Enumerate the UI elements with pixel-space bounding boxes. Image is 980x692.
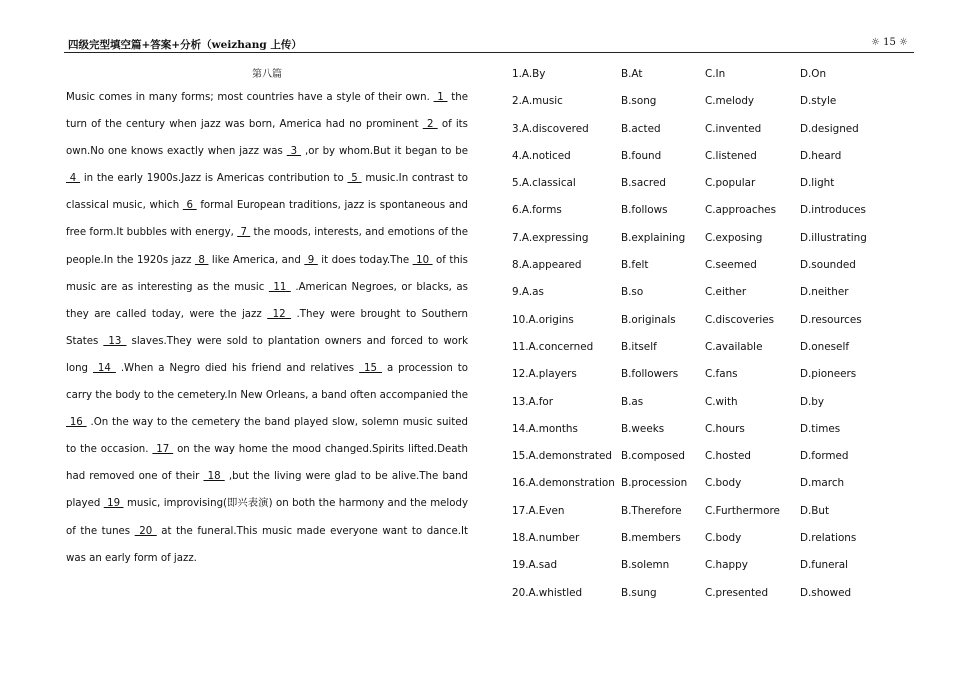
option-row (512, 530, 912, 557)
passage-segment: the turn of the century when jazz was born, America had no prominent (66, 92, 468, 131)
option-a: 3.A.discovered (512, 122, 589, 135)
option-row (512, 202, 912, 229)
option-c: C.hosted (705, 450, 751, 463)
blank-number: 12 (267, 308, 292, 320)
option-b: B.felt (621, 259, 649, 272)
option-c: C.popular (705, 177, 756, 190)
blank-number: 10 (412, 254, 433, 266)
option-a: 15.A.demonstrated (512, 450, 612, 463)
option-c: C.Furthermore (705, 504, 780, 517)
option-b: B.song (621, 95, 657, 108)
option-c: C.body (705, 477, 742, 490)
passage-segment: it does today.The (321, 254, 410, 266)
option-row (512, 475, 912, 502)
option-b: B.solemn (621, 559, 670, 572)
option-row (512, 312, 912, 339)
option-b: B.weeks (621, 422, 665, 435)
blank-number: 18 (203, 471, 225, 483)
option-a: 11.A.concerned (512, 340, 594, 353)
option-b: B.as (621, 395, 644, 408)
passage-segment: a procession to carry the body to the cemetery.In New Orleans, a band often accompanied the (66, 362, 468, 402)
option-row (512, 175, 912, 202)
passage-segment: of this music are as interesting as the music (66, 254, 468, 293)
option-row (512, 121, 912, 148)
option-b: B.follows (621, 204, 668, 217)
option-c: C.melody (705, 95, 755, 108)
blank-number: 4 (66, 173, 81, 185)
blank-number: 20 (134, 525, 157, 537)
page-number: ☼ 15 ☼ (870, 37, 908, 48)
passage-segment: like America, and (211, 254, 301, 266)
option-d: D.But (800, 504, 830, 517)
option-d: D.march (800, 477, 845, 490)
option-a: 2.A.music (512, 95, 563, 108)
option-c: C.exposing (705, 231, 763, 244)
blank-number: 17 (152, 444, 174, 456)
option-b: B.so (621, 286, 644, 299)
option-d: D.resources (800, 313, 862, 326)
option-c: C.with (705, 395, 738, 408)
blank-number: 9 (304, 254, 318, 266)
blank-number: 14 (92, 362, 116, 374)
option-row (512, 421, 912, 448)
option-c: C.hours (705, 422, 745, 435)
passage-segment: ,but the living were glad to be alive.The band played (66, 471, 468, 510)
passage-segment: .American Negroes, or blacks, as they are called today, were the jazz (66, 281, 468, 320)
option-row (512, 394, 912, 421)
option-a: 14.A.months (512, 422, 578, 435)
option-d: D.formed (800, 450, 849, 463)
passage-text (66, 84, 468, 572)
option-a: 13.A.for (512, 395, 554, 408)
passage (66, 66, 468, 572)
option-row (512, 284, 912, 311)
option-a: 10.A.origins (512, 313, 574, 326)
option-d: D.style (800, 95, 837, 108)
passage-segment: music, improvising(即兴表演) on both the harmony and the melody of the tunes (66, 498, 468, 537)
option-c: C.listened (705, 149, 757, 162)
passage-segment: on the way home the mood changed.Spirits lifted.Death had removed one of their (66, 444, 468, 483)
passage-segment: Music comes in many forms; most countries have a style of their own. (66, 92, 430, 103)
option-b: B.composed (621, 450, 685, 463)
option-a: 1.A.By (512, 68, 546, 80)
option-b: B.procession (621, 477, 688, 490)
passage-segment: .They were brought to Southern States (66, 308, 468, 347)
option-c: C.invented (705, 122, 762, 135)
option-d: D.sounded (800, 259, 856, 272)
blank-number: 11 (268, 281, 291, 293)
option-d: D.illustrating (800, 231, 867, 244)
option-d: D.On (800, 68, 827, 80)
option-a: 12.A.players (512, 368, 577, 381)
options-list (512, 66, 912, 612)
option-a: 16.A.demonstration (512, 477, 615, 490)
option-b: B.found (621, 149, 662, 162)
option-d: D.relations (800, 532, 857, 545)
passage-segment: .On the way to the cemetery the band played slow, solemn music suited to the occasion. (66, 417, 468, 456)
option-d: D.neither (800, 286, 849, 299)
option-row (512, 66, 912, 93)
option-a: 5.A.classical (512, 177, 576, 190)
option-c: C.available (705, 340, 763, 353)
passage-segment: of its own.No one knows exactly when jazz was (66, 119, 468, 158)
option-a: 19.A.sad (512, 559, 558, 572)
passage-segment: ,or by whom.But it began to be (304, 146, 468, 158)
option-row (512, 585, 912, 612)
passage-segment: formal European traditions, jazz is spontaneous and free form.It bubbles with energy, (66, 200, 468, 239)
option-b: B.acted (621, 122, 661, 135)
option-a: 17.A.Even (512, 504, 565, 517)
option-b: B.At (621, 68, 643, 80)
option-row (512, 448, 912, 475)
blank-number: 16 (66, 417, 87, 429)
option-c: C.approaches (705, 204, 776, 217)
option-row (512, 339, 912, 366)
passage-segment: the moods, interests, and emotions of the people.In the 1920s jazz (66, 227, 468, 266)
option-row (512, 148, 912, 175)
option-d: D.showed (800, 586, 852, 599)
option-row (512, 93, 912, 120)
option-d: D.pioneers (800, 368, 857, 381)
blank-number: 6 (182, 200, 197, 212)
option-a: 6.A.forms (512, 204, 562, 217)
option-row (512, 257, 912, 284)
option-a: 7.A.expressing (512, 231, 589, 244)
option-a: 9.A.as (512, 286, 544, 299)
page-header (64, 36, 914, 53)
option-c: C.seemed (705, 259, 757, 272)
option-b: B.sacred (621, 177, 666, 190)
option-d: D.heard (800, 149, 842, 162)
passage-segment: .When a Negro died his friend and relatives (120, 362, 355, 374)
header-title: 四级完型填空篇+答案+分析（weizhang 上传） (68, 39, 302, 51)
option-a: 8.A.appeared (512, 259, 582, 272)
option-b: B.Therefore (621, 504, 682, 517)
passage-segment: slaves.They were sold to plantation owners and forced to work long (66, 335, 468, 374)
blank-number: 3 (286, 146, 302, 158)
option-d: D.oneself (800, 340, 849, 353)
section-title: 第八篇 (252, 69, 282, 80)
option-b: B.itself (621, 340, 657, 353)
option-d: D.light (800, 177, 835, 190)
option-c: C.body (705, 532, 742, 545)
blank-number: 2 (422, 119, 438, 131)
blank-number: 13 (103, 335, 127, 347)
option-b: B.members (621, 532, 681, 545)
blank-number: 7 (237, 227, 251, 239)
option-d: D.introduces (800, 204, 866, 217)
option-d: D.funeral (800, 559, 849, 572)
passage-segment: at the funeral.This music made everyone want to dance.It was an early form of jazz. (66, 525, 468, 564)
option-c: C.In (705, 68, 726, 80)
passage-segment: in the early 1900s.Jazz is Americas contribution to (83, 173, 344, 185)
option-d: D.designed (800, 122, 859, 135)
passage-segment: music.In contrast to classical music, which (66, 173, 468, 212)
option-b: B.explaining (621, 231, 686, 244)
blank-number: 1 (433, 92, 448, 103)
option-c: C.fans (705, 368, 738, 381)
option-row (512, 366, 912, 393)
option-row (512, 230, 912, 257)
option-c: C.either (705, 286, 747, 299)
option-c: C.presented (705, 586, 769, 599)
option-d: D.by (800, 395, 825, 408)
blank-number: 15 (359, 362, 382, 374)
option-b: B.originals (621, 313, 676, 326)
option-c: C.happy (705, 559, 748, 572)
option-d: D.times (800, 422, 841, 435)
option-row (512, 503, 912, 530)
blank-number: 8 (194, 254, 209, 266)
blank-number: 5 (347, 173, 362, 185)
option-a: 4.A.noticed (512, 149, 571, 162)
option-row (512, 557, 912, 584)
option-a: 20.A.whistled (512, 586, 583, 599)
option-b: B.sung (621, 586, 657, 599)
blank-number: 19 (103, 498, 124, 510)
option-a: 18.A.number (512, 532, 580, 545)
option-c: C.discoveries (705, 313, 775, 326)
option-b: B.followers (621, 368, 679, 381)
